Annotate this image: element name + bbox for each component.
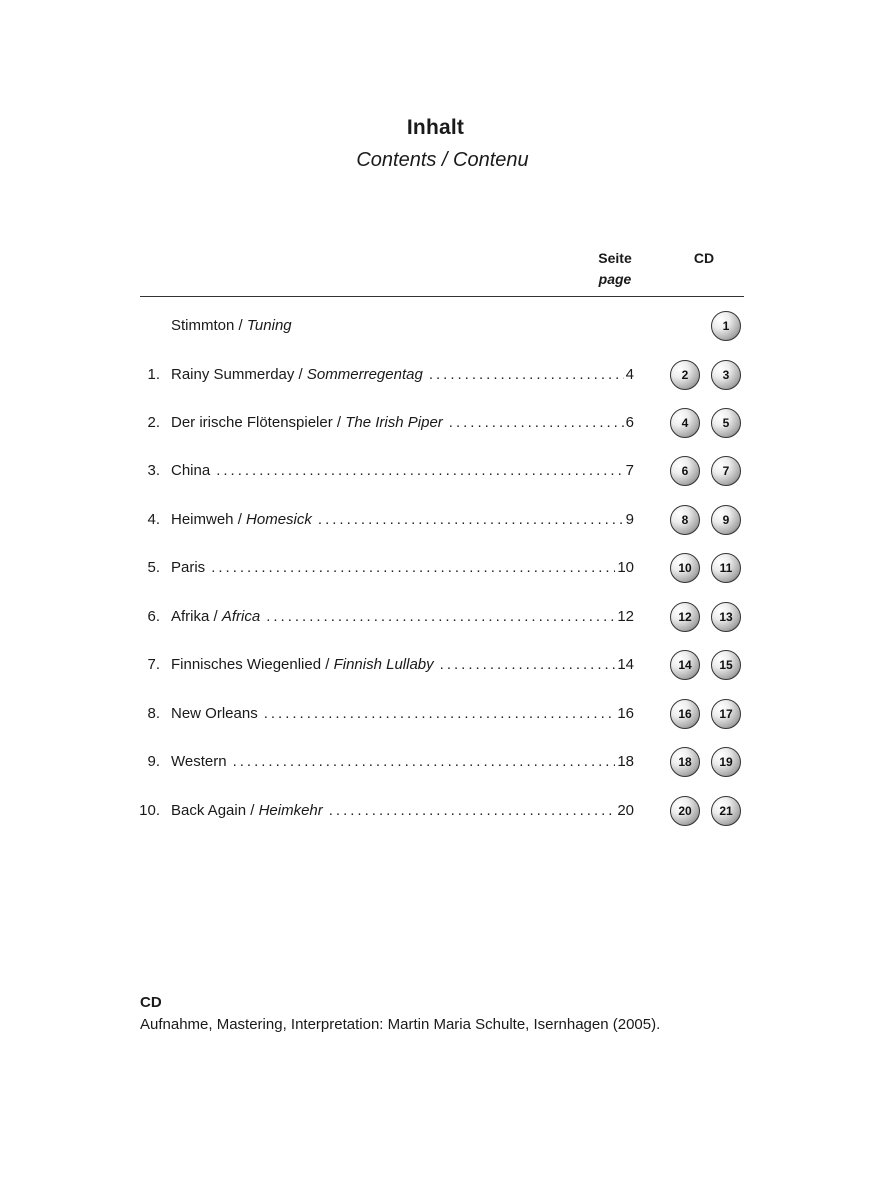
toc-title: Back Again (171, 802, 247, 819)
dot-leader (264, 705, 616, 722)
toc-entry (171, 559, 634, 576)
toc-title: China (171, 462, 211, 479)
toc-row (0, 650, 871, 680)
toc-row (0, 602, 871, 632)
cd-track-icon: 2 (670, 360, 700, 390)
toc-row (0, 699, 871, 729)
cd-track-icon: 17 (711, 699, 741, 729)
toc-number: 3. (147, 462, 160, 479)
toc-entry (171, 608, 634, 625)
toc-number: 7. (147, 656, 160, 673)
toc-title: Stimmton (171, 317, 235, 334)
toc-title: Western (171, 753, 227, 770)
toc-page-number: 9 (625, 511, 634, 528)
toc-page-number: 4 (625, 366, 634, 383)
toc-page-number: 7 (625, 462, 634, 479)
toc-title: Paris (171, 559, 206, 576)
column-header-seite: Seite (598, 250, 632, 266)
dot-leader (429, 366, 624, 383)
toc-row (0, 796, 871, 826)
toc-title-translation: Africa (221, 608, 261, 625)
toc-title: Afrika (171, 608, 210, 625)
cd-track-icon: 16 (670, 699, 700, 729)
cd-track-icon: 19 (711, 747, 741, 777)
cd-track-icon: 1 (711, 311, 741, 341)
toc-entry (171, 753, 634, 770)
toc-entry (171, 511, 634, 528)
cd-track-icon: 5 (711, 408, 741, 438)
cd-track-icon: 14 (670, 650, 700, 680)
toc-title-translation: Finnish Lullaby (333, 656, 434, 673)
cd-track-icon: 13 (711, 602, 741, 632)
toc-separator: / (294, 366, 307, 383)
toc-entry (171, 462, 634, 479)
cd-track-icon: 21 (711, 796, 741, 826)
footer-credits: Aufnahme, Mastering, Interpretation: Martin Maria Schulte, Isernhagen (2005). (140, 1016, 661, 1033)
toc-title-translation: Heimkehr (258, 802, 323, 819)
toc-entry (171, 366, 634, 383)
toc-row (0, 408, 871, 438)
dot-leader (329, 802, 616, 819)
cd-track-icon: 4 (670, 408, 700, 438)
toc-number: 8. (147, 705, 160, 722)
toc-separator: / (332, 414, 346, 431)
toc-title: New Orleans (171, 705, 258, 722)
header-rule (140, 296, 744, 297)
toc-number: 9. (147, 753, 160, 770)
toc-separator: / (233, 511, 247, 528)
toc-number: 6. (147, 608, 160, 625)
toc-number: 4. (147, 511, 160, 528)
dot-leader (266, 608, 615, 625)
toc-title-translation: Sommerregentag (306, 366, 423, 383)
cd-track-icon: 8 (670, 505, 700, 535)
toc-page-number: 18 (617, 753, 634, 770)
cd-track-icon: 7 (711, 456, 741, 486)
dot-leader (211, 559, 615, 576)
toc-entry (171, 802, 634, 819)
toc-row (0, 747, 871, 777)
page-subtitle: Contents / Contenu (356, 149, 529, 171)
footer-heading: CD (140, 994, 162, 1011)
dot-leader (233, 753, 616, 770)
toc-separator: / (321, 656, 334, 673)
toc-title: Der irische Flötenspieler (171, 414, 333, 431)
toc-row (0, 553, 871, 583)
column-header-cd: CD (693, 250, 715, 266)
cd-track-icon: 3 (711, 360, 741, 390)
toc-title-translation: Tuning (246, 317, 292, 334)
toc-title: Rainy Summerday (171, 366, 295, 383)
toc-row (0, 311, 871, 341)
cd-track-icon: 15 (711, 650, 741, 680)
dot-leader (216, 462, 623, 479)
column-header-page: page (598, 271, 632, 287)
cd-track-icon: 6 (670, 456, 700, 486)
toc-entry (171, 705, 634, 722)
toc-page-number: 14 (617, 656, 634, 673)
toc-title: Finnisches Wiegenlied (171, 656, 322, 673)
toc-entry (171, 414, 634, 431)
toc-number: 2. (147, 414, 160, 431)
toc-row (0, 360, 871, 390)
cd-track-icon: 12 (670, 602, 700, 632)
dot-leader (449, 414, 624, 431)
cd-track-icon: 10 (670, 553, 700, 583)
toc-row (0, 505, 871, 535)
toc-separator: / (246, 802, 259, 819)
toc-number: 10. (139, 802, 160, 819)
toc-page-number: 6 (625, 414, 634, 431)
toc-separator: / (234, 317, 247, 334)
page-title: Inhalt (406, 116, 465, 139)
toc-page-number: 10 (617, 559, 634, 576)
toc-title-translation: The Irish Piper (345, 414, 443, 431)
toc-title-translation: Homesick (246, 511, 312, 528)
cd-track-icon: 20 (670, 796, 700, 826)
cd-track-icon: 11 (711, 553, 741, 583)
toc-entry (171, 656, 634, 673)
toc-separator: / (209, 608, 222, 625)
dot-leader (318, 511, 624, 528)
dot-leader (440, 656, 616, 673)
toc-page-number: 12 (617, 608, 634, 625)
toc-title: Heimweh (171, 511, 234, 528)
cd-track-icon: 18 (670, 747, 700, 777)
toc-number: 5. (147, 559, 160, 576)
toc-page-number: 20 (617, 802, 634, 819)
toc-row (0, 456, 871, 486)
toc-number: 1. (147, 366, 160, 383)
toc-page-number: 16 (617, 705, 634, 722)
toc-entry (171, 317, 634, 334)
cd-track-icon: 9 (711, 505, 741, 535)
